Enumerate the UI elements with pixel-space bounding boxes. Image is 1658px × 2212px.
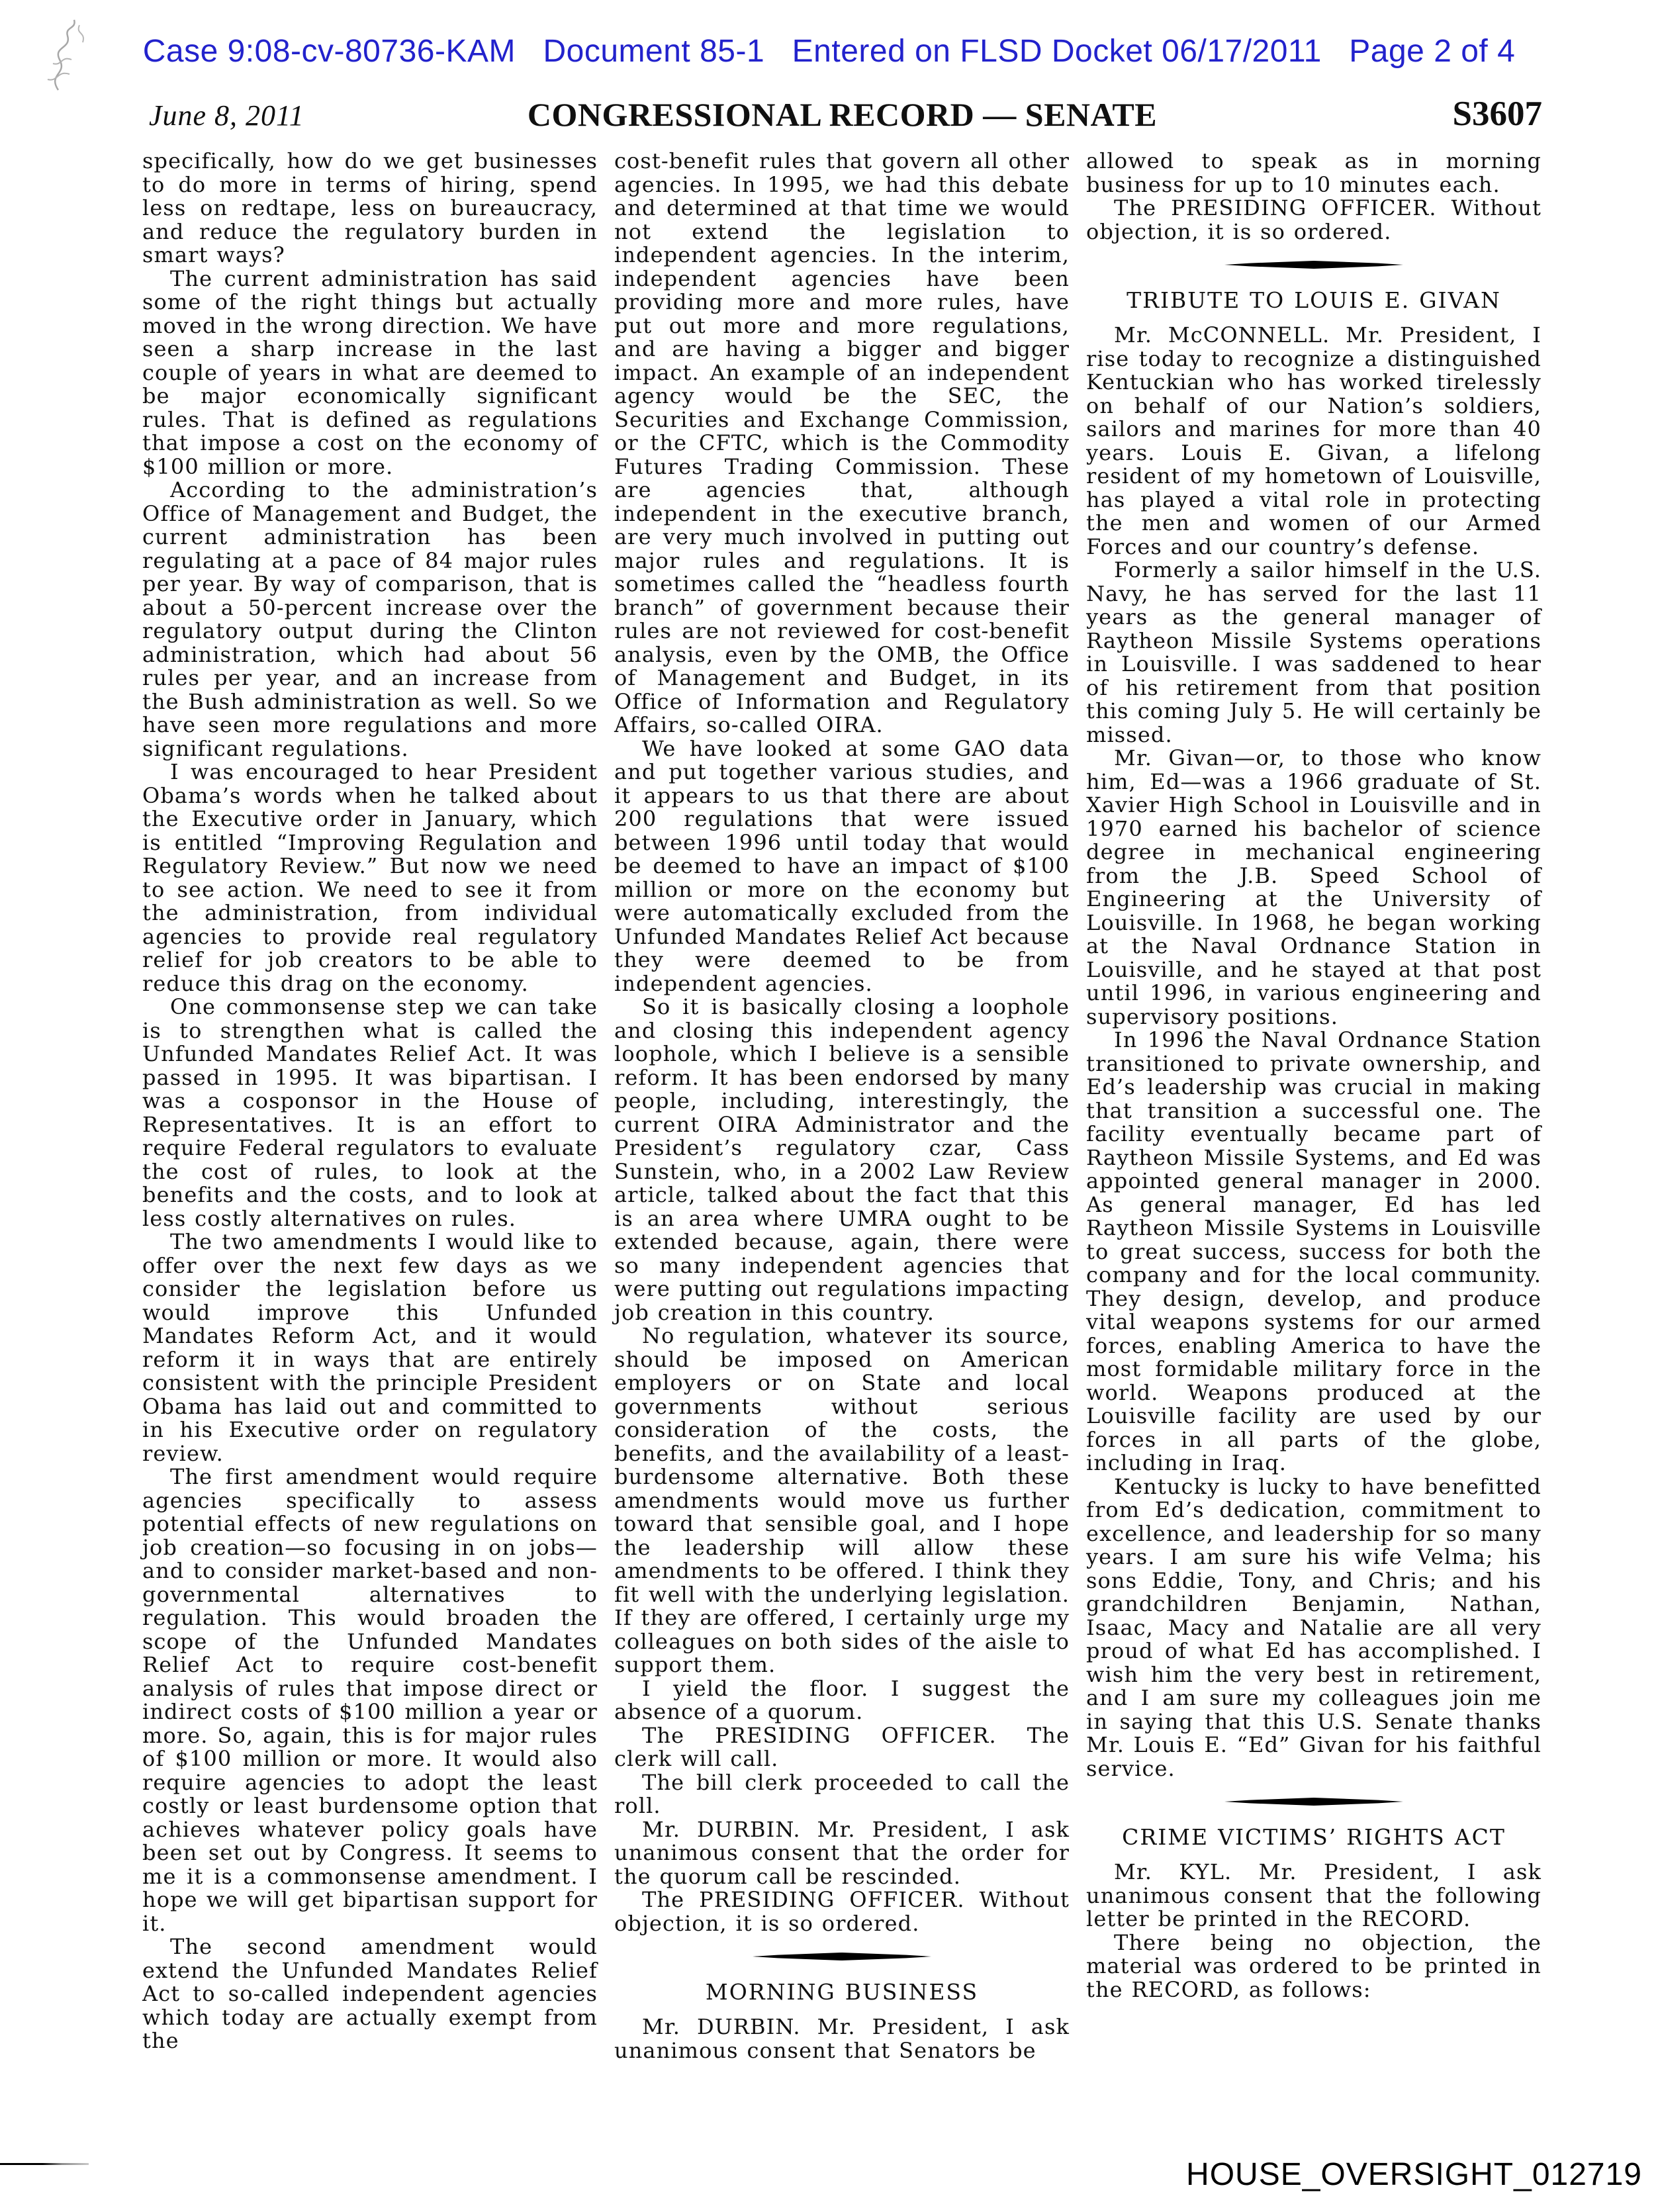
- issue-date: June 8, 2011: [149, 99, 304, 132]
- section-divider: [1224, 261, 1403, 269]
- bates-stamp: HOUSE_OVERSIGHT_012719: [1186, 2157, 1642, 2192]
- section-heading: TRIBUTE TO LOUIS E. GIVAN: [1127, 287, 1501, 313]
- paragraph: The bill clerk proceeded to call the roll.: [614, 1769, 1070, 1818]
- divider-lens: [753, 1953, 931, 1960]
- paragraph: Mr. KYL. Mr. President, I ask unanimous consent that the following letter be printed in the RECORD.: [1086, 1859, 1542, 1931]
- paragraph: Mr. DURBIN. Mr. President, I ask unanimous consent that Senators be: [614, 2014, 1070, 2063]
- paragraph: One commonsense step we can take is to strengthen what is called the Unfunded Mandates Relief Act. It was passed in 1995. It was bipartisan. I was a cosponsor in the House of Representatives. It is an effort to require Federal regulators to evaluate the cost of rules, to look at the benefits and the costs, and to look at less costly alternatives on rules.: [142, 994, 598, 1231]
- paragraph: I yield the floor. I suggest the absence of a quorum.: [614, 1675, 1070, 1724]
- paragraph: Mr. McCONNELL. Mr. President, I rise today to recognize a distinguished Kentuckian who has worked tirelessly on behalf of our Nation’s soldiers, sailors and marines for more than 40 years. Louis E. Givan, a lifelong resident of my hometown of Louisville, has played a vital role in protecting the men and women of our Armed Forces and our country’s defense.: [1086, 322, 1542, 559]
- paragraph: According to the administration’s Office of Management and Budget, the current administration has been regulating at a pace of 84 major rules per year. By way of comparison, that is about a 50-percent increase over the regulatory output during the Clinton administration, which had about 56 rules per year, and an increase from the Bush administration as well. So we have seen more regulations and more significant regulations.: [142, 477, 598, 761]
- paragraph: Mr. Givan—or, to those who know him, Ed—was a 1966 graduate of St. Xavier High School in Louisville and in 1970 earned his bachelor of science degree in mechanical engineering from the J.B. Speed School of Engineering at the University of Louisville. In 1968, he began working at the Naval Ordnance Station in Louisville, and he stayed at that post until 1996, in various engineering and supervisory positions.: [1086, 745, 1542, 1029]
- divider-lens: [1224, 1798, 1403, 1806]
- paragraph: Formerly a sailor himself in the U.S. Navy, he has served for the last 11 years as the general manager of Raytheon Missile Systems operations in Louisville. I was saddened to hear of his retirement from that position this coming July 5. He will certainly be missed.: [1086, 557, 1542, 747]
- column-3: [1086, 150, 1542, 2002]
- paragraph: The second amendment would extend the Unfunded Mandates Relief Act to so-called independent agencies which today are actually exempt from the: [142, 1934, 598, 2053]
- divider-lens: [1224, 261, 1403, 269]
- column-2: [614, 150, 1070, 2062]
- paragraph: No regulation, whatever its source, should be imposed on American employers or on State and local governments without serious consideration of the costs, the benefits, and the availability of a least-burdensome alternative. Both these amendments would move us further toward that sensible goal, and I hope the leadership will allow these amendments to be offered. I think they fit well with the underlying legislation. If they are offered, I certainly urge my colleagues on both sides of the aisle to support them.: [614, 1323, 1070, 1677]
- paragraph: The PRESIDING OFFICER. Without objection, it is so ordered.: [1086, 195, 1542, 244]
- section-heading: CRIME VICTIMS’ RIGHTS ACT: [1122, 1824, 1506, 1850]
- paragraph: So it is basically closing a loophole and closing this independent agency loophole, which I believe is a sensible reform. It has been endorsed by many people, including, interestingly, the current OIRA Administrator and the President’s regulatory czar, Cass Sunstein, who, in a 2002 Law Review article, talked about the fact that this is an area where UMRA ought to be extended because, again, there were so many independent agencies that were putting out regulations impacting job creation in this country.: [614, 994, 1070, 1325]
- paragraph: Kentucky is lucky to have benefitted from Ed’s dedication, commitment to excellence, and leadership for so many years. I am sure his wife Velma; his sons Eddie, Tony, and Chris; and his grandchildren Benjamin, Nathan, Isaac, Macy and Natalie are all very proud of what Ed has accomplished. I wish him the very best in retirement, and I am sure my colleagues join me in saying that this U.S. Senate thanks Mr. Louis E. “Ed” Givan for his faithful service.: [1086, 1473, 1542, 1781]
- paragraph: In 1996 the Naval Ordnance Station transitioned to private ownership, and Ed’s leadership was crucial in making that transition a successful one. The facility eventually became part of Raytheon Missile Systems, and Ed was appointed general manager in 2000. As general manager, Ed has led Raytheon Missile Systems in Louisville to great success, success for both the company and for the local community. They design, develop, and produce vital weapons systems for our armed forces, enabling America to have the most formidable military force in the world. Weapons produced at the Louisville facility are used by our forces in all parts of the globe, including in Iraq.: [1086, 1027, 1542, 1475]
- section-divider: [753, 1953, 931, 1960]
- section-divider: [1224, 1798, 1403, 1806]
- scan-artifact-line: [0, 2163, 89, 2165]
- paragraph: allowed to speak as in morning business for up to 10 minutes each.: [1086, 148, 1542, 197]
- paragraph: The current administration has said some of the right things but actually moved in the wrong direction. We have seen a sharp increase in the last couple of years in what are deemed to be major economically significant rules. That is defined as regulations that impose a cost on the economy of $100 million or more.: [142, 265, 598, 479]
- paragraph: cost-benefit rules that govern all other agencies. In 1995, we had this debate and determined at that time we would not extend the legislation to independent agencies. In the interim, independent agencies have been providing more and more rules, have put out more and more regulations, and are having a bigger and bigger impact. An example of an independent agency would be the SEC, the Securities and Exchange Commission, or the CFTC, which is the Commodity Futures Trading Commission. These are agencies that, although independent in the executive branch, are very much involved in putting out major rules and regulations. It is sometimes called the “headless fourth branch” of government because their rules are not reviewed for cost-benefit analysis, even by the OMB, the Office of Management and Budget, in its Office of Information and Regulatory Affairs, so-called OIRA.: [614, 148, 1070, 737]
- paragraph: The two amendments I would like to offer over the next few days as we consider the legislation before us would improve this Unfunded Mandates Reform Act, and it would reform it in ways that are entirely consistent with the principle President Obama has laid out and committed to in his Executive order on regulatory review.: [142, 1229, 598, 1466]
- paragraph: There being no objection, the material was ordered to be printed in the RECORD, as follows:: [1086, 1929, 1542, 2002]
- paragraph: The PRESIDING OFFICER. The clerk will call.: [614, 1722, 1070, 1771]
- column-1: [142, 150, 598, 2053]
- article-columns: [142, 150, 1542, 2062]
- paragraph: I was encouraged to hear President Obama’s words when he talked about the Executive order in January, which is entitled “Improving Regulation and Regulatory Review.” But now we need to see action. We need to see it from the administration, from individual agencies to provide real regulatory relief for job creators to be able to reduce this drag on the economy.: [142, 759, 598, 996]
- publication-title: CONGRESSIONAL RECORD — SENATE: [527, 96, 1158, 133]
- paragraph: We have looked at some GAO data and put together various studies, and it appears to us that there are about 200 regulations that were issued between 1996 until today that would be deemed to have an impact of $100 million or more on the economy but were automatically excluded from the Unfunded Mandates Relief Act because they were deemed to be from independent agencies.: [614, 735, 1070, 996]
- paragraph: The PRESIDING OFFICER. Without objection, it is so ordered.: [614, 1887, 1070, 1936]
- masthead: [142, 87, 1542, 135]
- paragraph: specifically, how do we get businesses to do more in terms of hiring, spend less on redtape, less on bureaucracy, and reduce the regulatory burden in smart ways?: [142, 148, 598, 267]
- court-stamp: Case 9:08-cv-80736-KAM Document 85-1 Entered on FLSD Docket 06/17/2011 Page 2 of 4: [142, 34, 1516, 69]
- section-heading: MORNING BUSINESS: [705, 1979, 979, 2005]
- page-number: S3607: [1452, 95, 1542, 133]
- paragraph: Mr. DURBIN. Mr. President, I ask unanimous consent that the order for the quorum call be rescinded.: [614, 1816, 1070, 1889]
- paragraph: The first amendment would require agencies specifically to assess potential effects of new regulations on job creation—so focusing in on jobs—and to consider market-based and non-governmental alternatives to regulation. This would broaden the scope of the Unfunded Mandates Relief Act to require cost-benefit analysis of rules that impose direct or indirect costs of $100 million a year or more. So, again, this is for major rules of $100 million or more. It would also require agencies to adopt the least costly or least burdensome option that achieves whatever policy goals have been set out by Congress. It seems to me it is a commonsense amendment. I hope we will get bipartisan support for it.: [142, 1464, 598, 1936]
